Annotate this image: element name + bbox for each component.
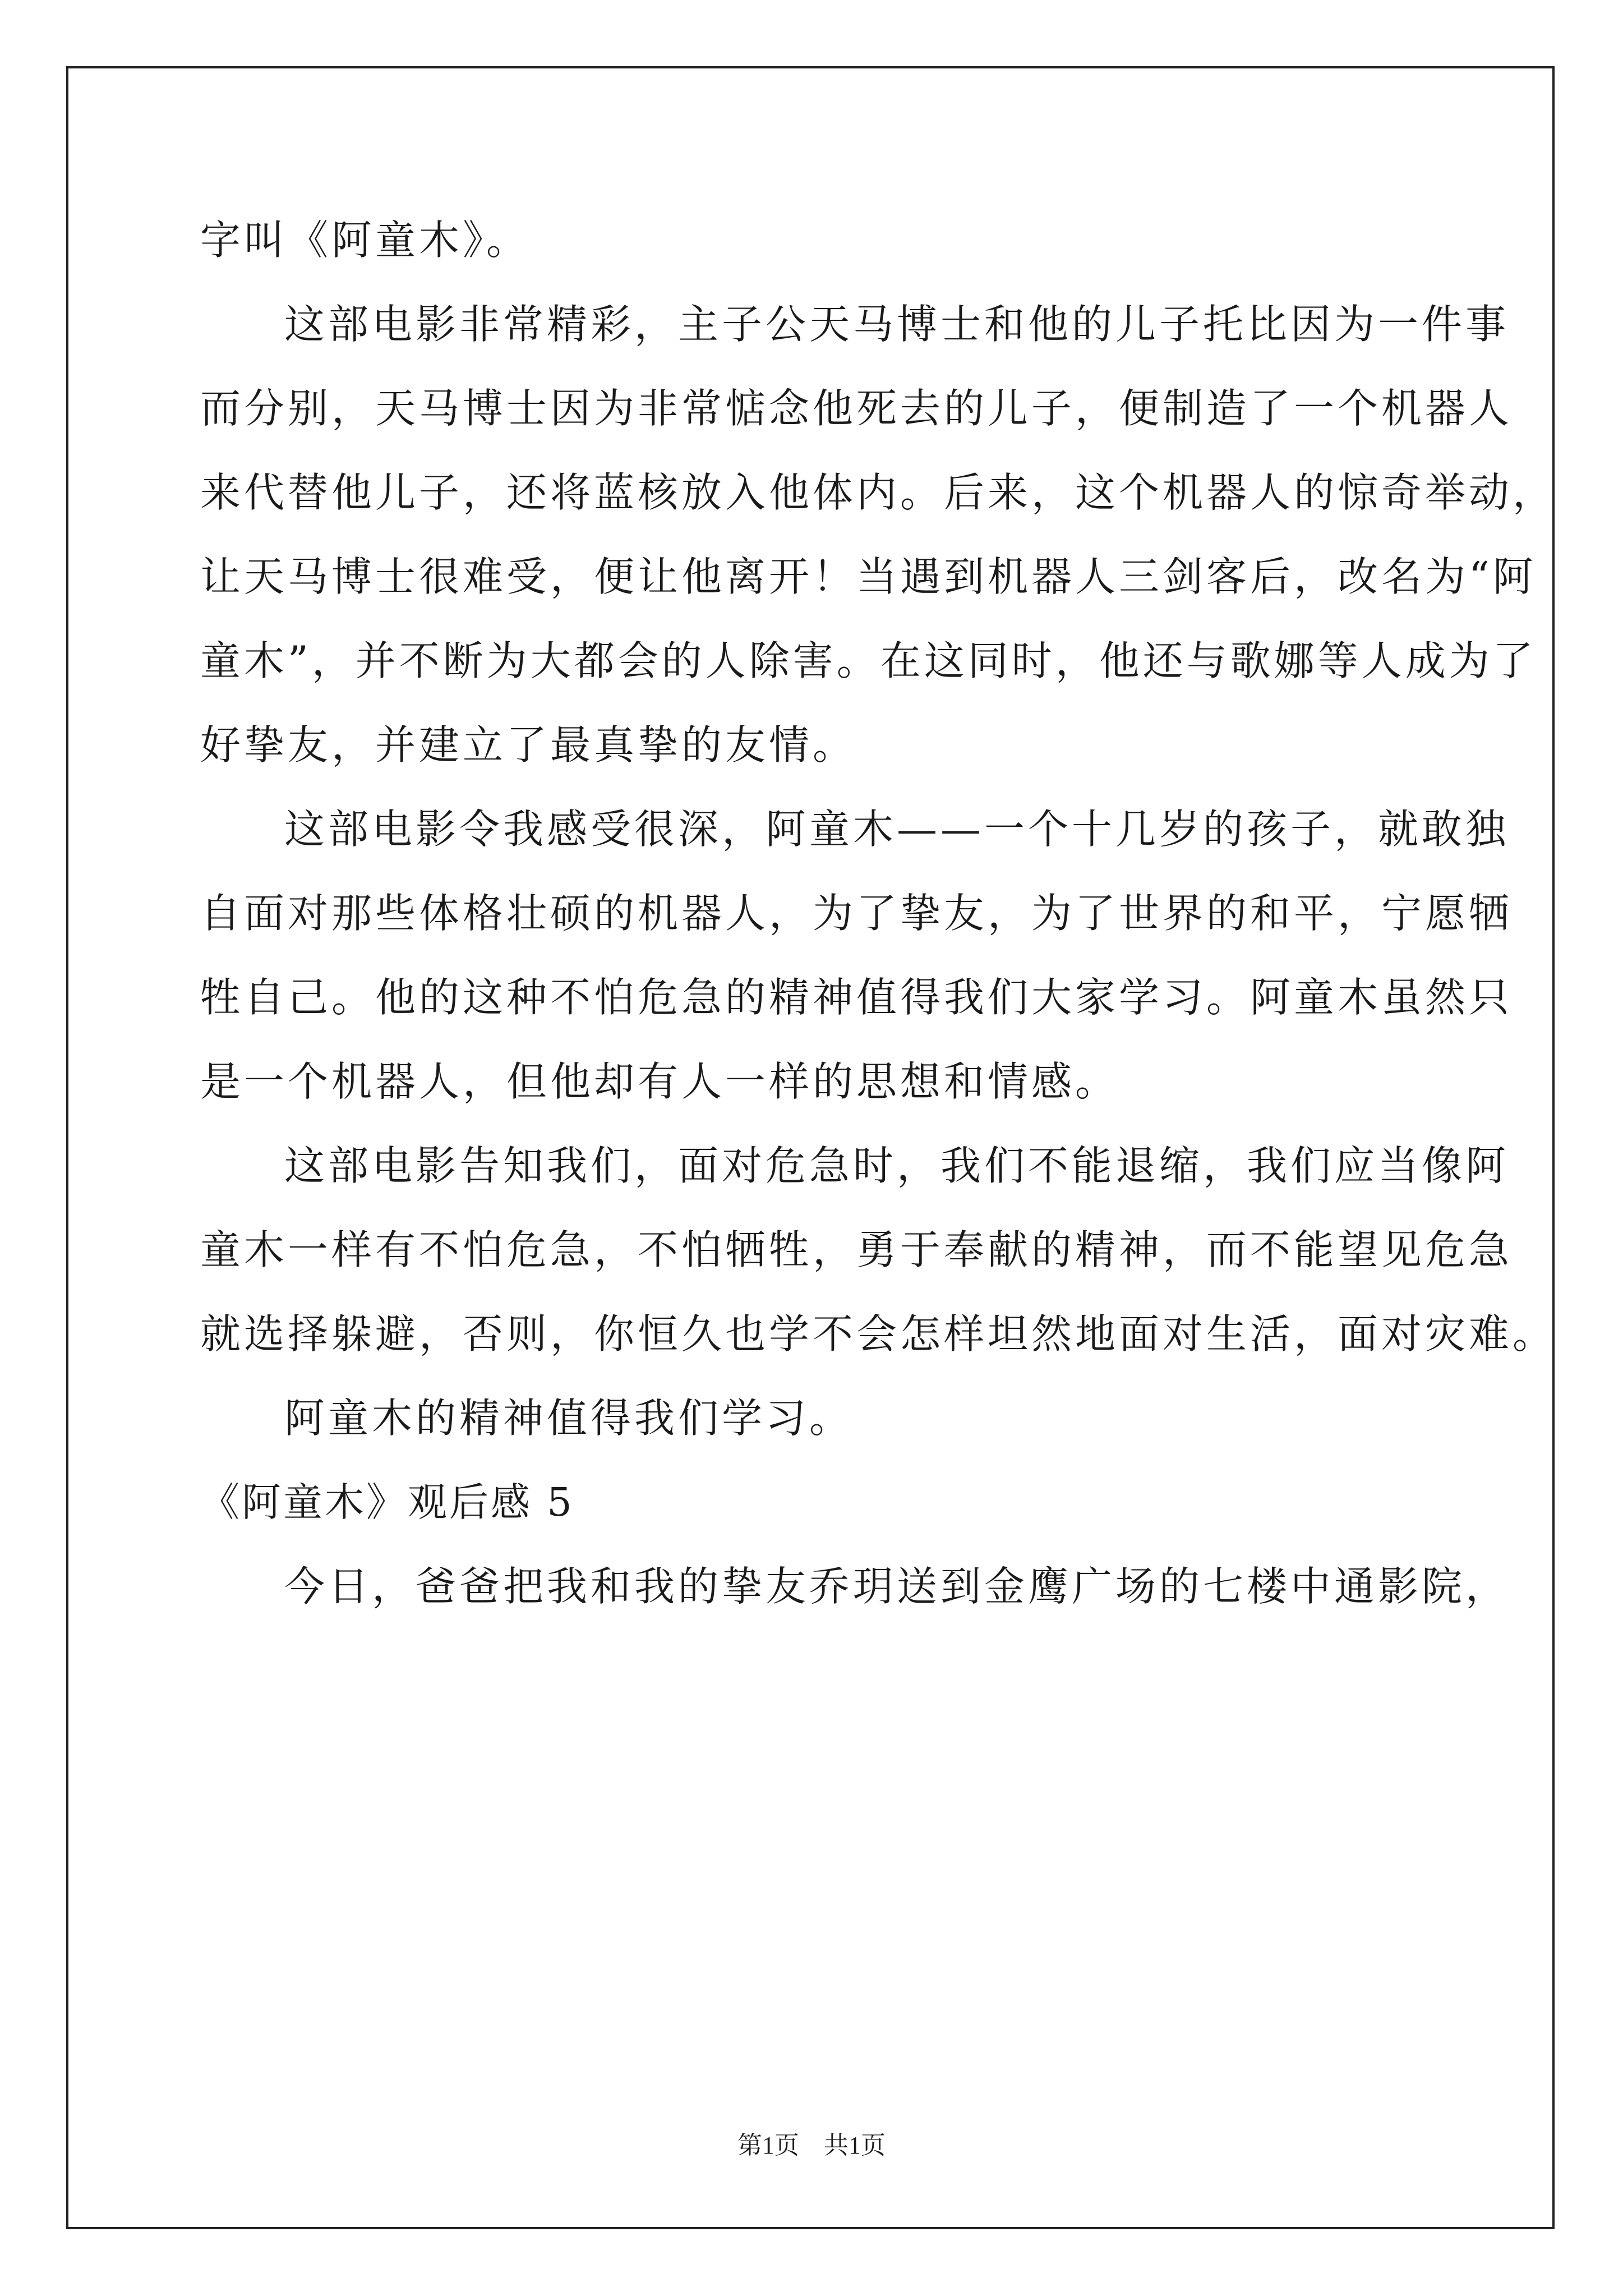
text-line: 让天马博士很难受，便让他离开！当遇到机器人三剑客后，改名为“阿 bbox=[200, 553, 1537, 600]
text-line: 自面对那些体格壮硕的机器人，为了挚友，为了世界的和平，宁愿牺 bbox=[200, 890, 1513, 937]
page-number: 第1页 共1页 bbox=[737, 2132, 886, 2159]
paragraph-start: 这部电影令我感受很深，阿童木——一个十几岁的孩子，就敢独 bbox=[284, 806, 1510, 853]
text-line: 字叫《阿童木》。 bbox=[200, 217, 531, 264]
text-line: 牲自己。他的这种不怕危急的精神值得我们大家学习。阿童木虽然只 bbox=[200, 974, 1513, 1021]
text-line: 童木”，并不断为大都会的人除害。在这同时，他还与歌娜等人成为了 bbox=[200, 637, 1537, 684]
paragraph-start: 这部电影告知我们，面对危急时，我们不能退缩，我们应当像阿 bbox=[284, 1142, 1510, 1189]
section-title: 《阿童木》观后感 5 bbox=[200, 1479, 574, 1525]
text-line: 而分别，天马博士因为非常惦念他死去的儿子，便制造了一个机器人 bbox=[200, 385, 1513, 432]
text-line: 来代替他儿子，还将蓝核放入他体内。后来，这个机器人的惊奇举动， bbox=[200, 469, 1557, 516]
text-line: 是一个机器人，但他却有人一样的思想和情感。 bbox=[200, 1058, 1119, 1105]
paragraph-start: 今日，爸爸把我和我的挚友乔玥送到金鹰广场的七楼中通影院， bbox=[284, 1563, 1510, 1610]
text-line: 童木一样有不怕危急，不怕牺牲，勇于奉献的精神，而不能望见危急 bbox=[200, 1226, 1513, 1273]
text-line: 就选择躲避，否则，你恒久也学不会怎样坦然地面对生活，面对灾难。 bbox=[200, 1310, 1557, 1358]
paragraph-start: 阿童木的精神值得我们学习。 bbox=[284, 1395, 854, 1442]
paragraph-start: 这部电影非常精彩，主子公天马博士和他的儿子托比因为一件事 bbox=[284, 301, 1510, 348]
text-line: 好挚友，并建立了最真挚的友情。 bbox=[200, 721, 857, 769]
